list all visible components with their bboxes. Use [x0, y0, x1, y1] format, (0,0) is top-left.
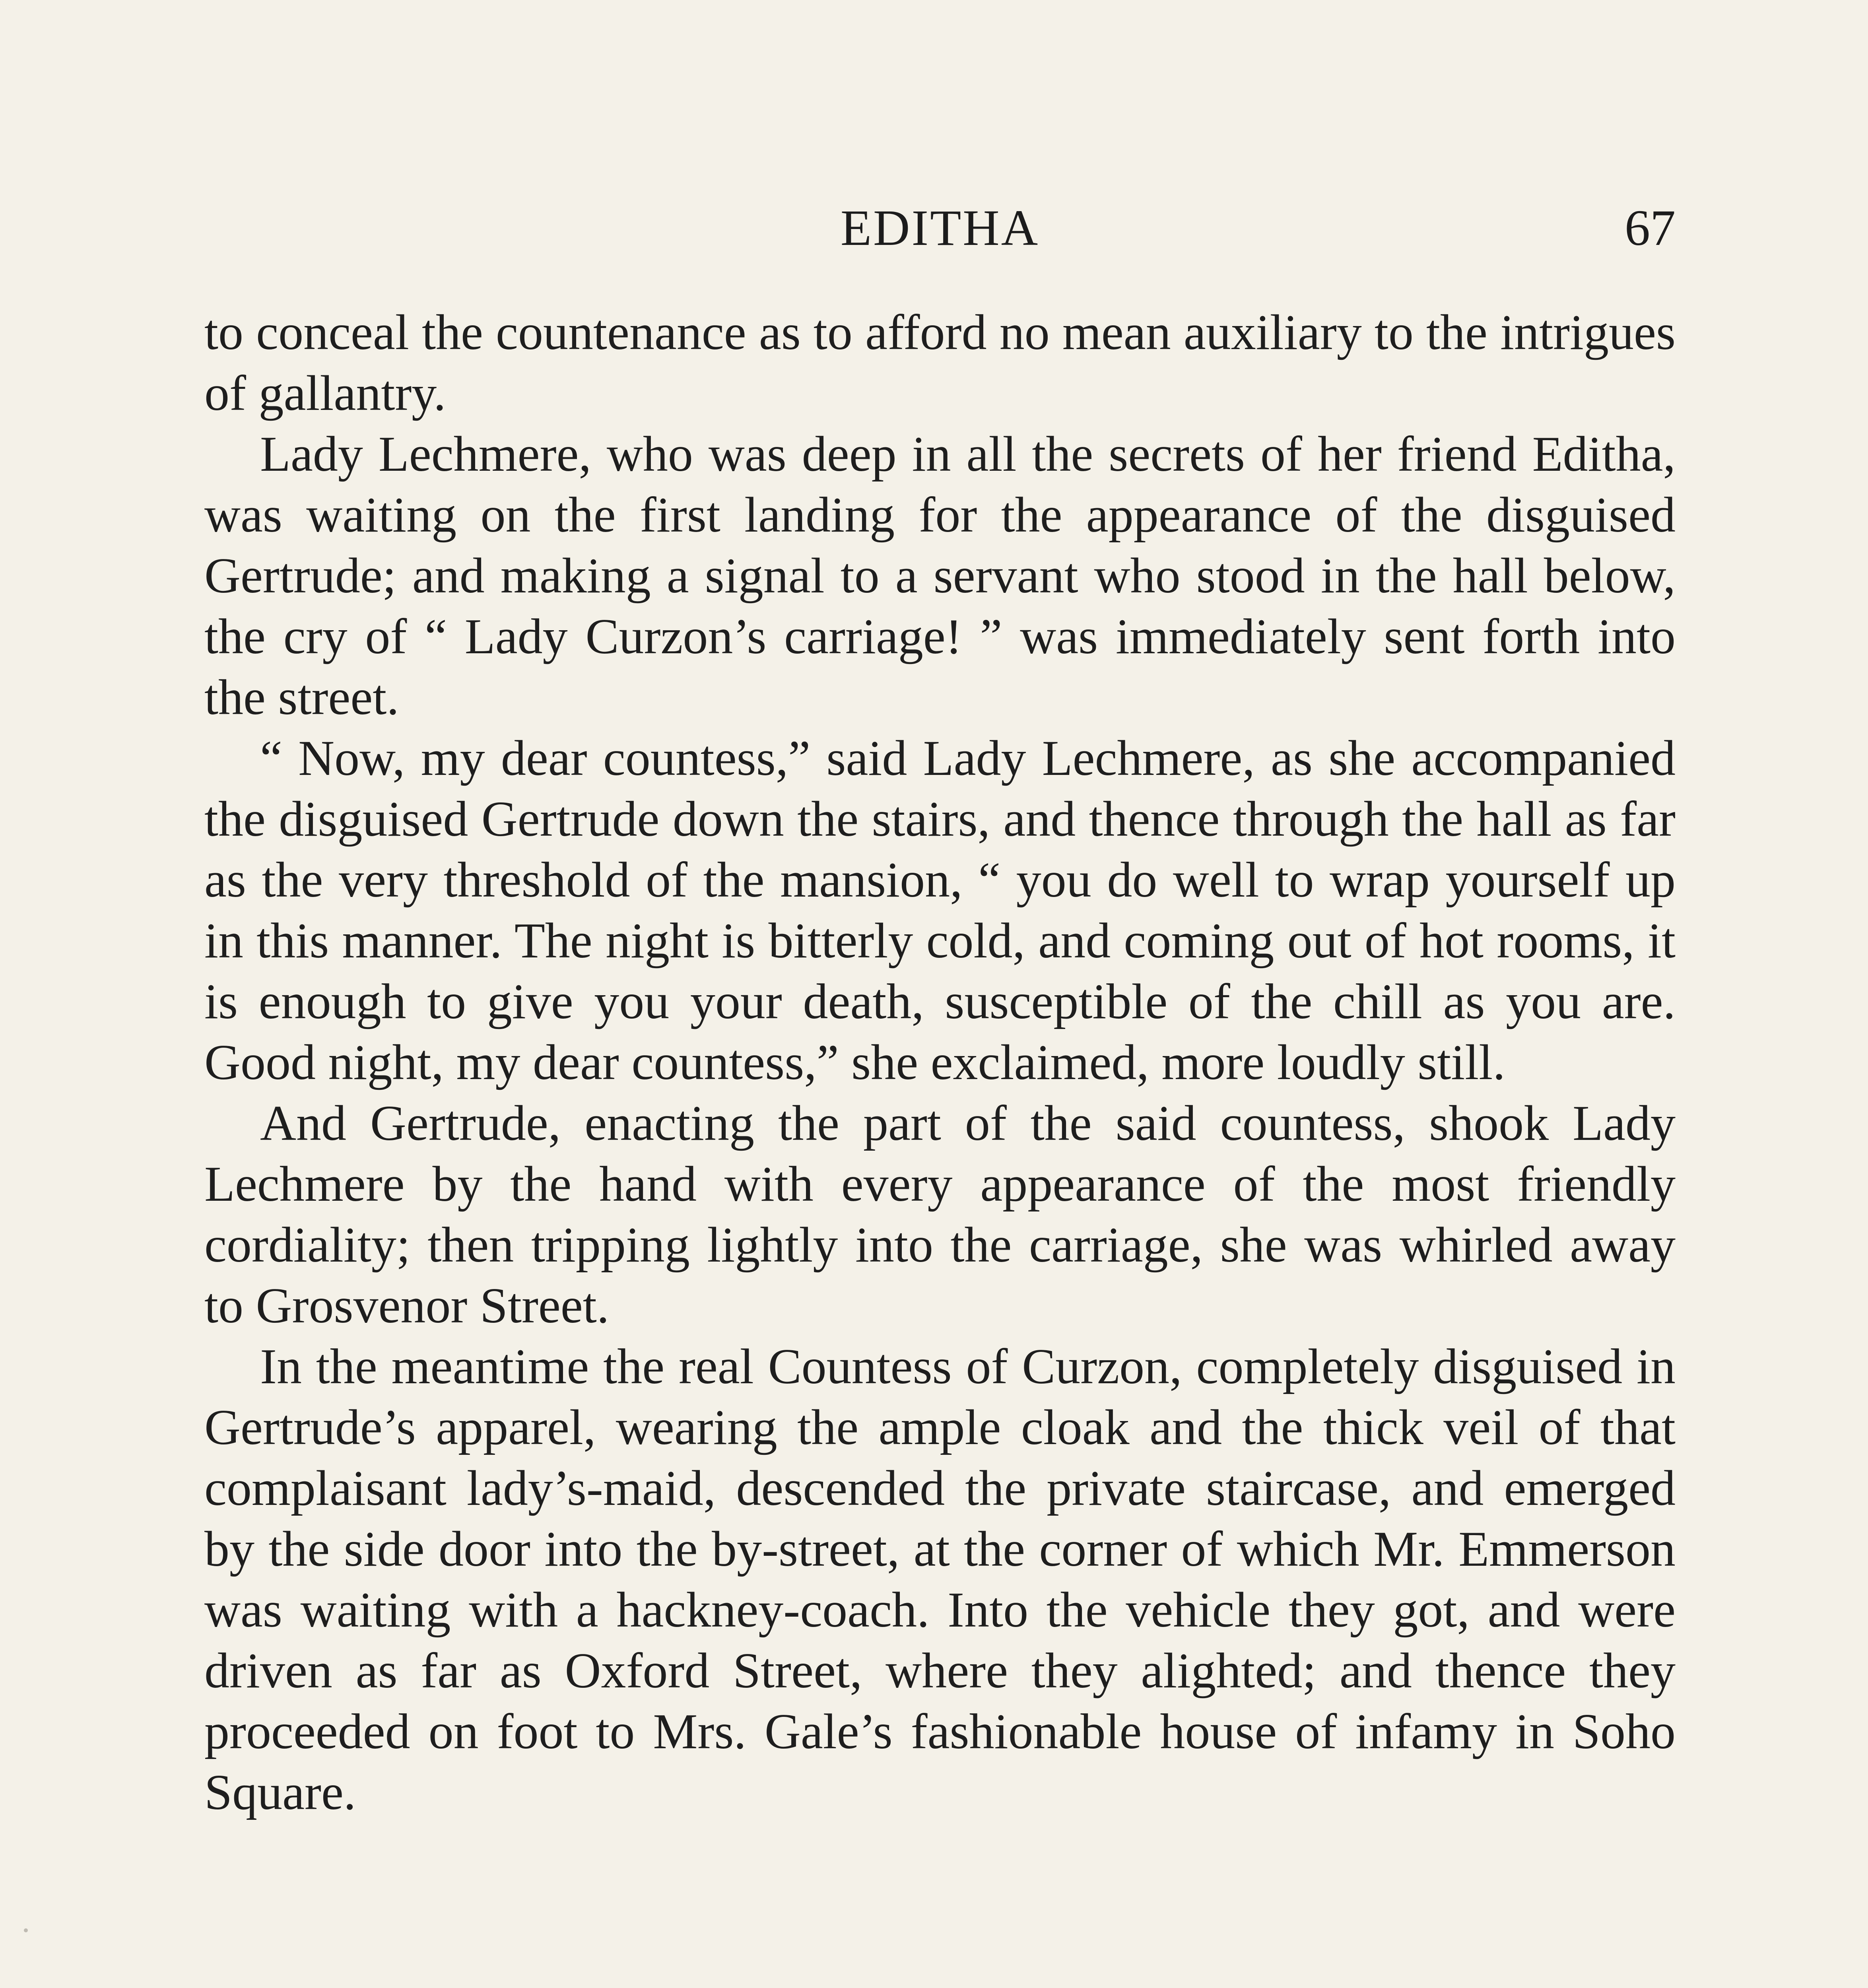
paragraph: And Gertrude, enacting the part of the said countess, shook Lady Lechmere by the hand with every appearance of the most friendly cordiality; then tripping lightly into the carriage, she was whirled away to Grosvenor Street.	[204, 1096, 1676, 1334]
page-number: 67	[1625, 200, 1676, 256]
paper-speck	[24, 1928, 28, 1932]
body-text	[204, 302, 1676, 1823]
running-title: EDITHA	[840, 200, 1040, 256]
paragraph: “ Now, my dear countess,” said Lady Lechmere, as she accompanied the disguised Gertrude down the stairs, and thence through the hall as far as the very threshold of the mansion, “ you do well to wrap yourself up in this manner. The night is bitterly cold, and coming out of hot rooms, it is enough to give you your death, susceptible of the chill as you are. Good night, my dear countess,” she exclaimed, more loudly still.	[204, 731, 1676, 1090]
paragraph-continued: to conceal the countenance as to afford no mean auxiliary to the intrigues of gallantry.	[204, 305, 1676, 421]
paragraph: In the meantime the real Countess of Curzon, completely disguised in Gertrude’s apparel, wearing the ample cloak and the thick veil of that complaisant lady’s-maid, descended the private staircase, and emerged by the side door into the by-street, at the corner of which Mr. Emmerson was waiting with a hackney-coach. Into the vehicle they got, and were driven as far as Oxford Street, where they alighted; and thence they proceeded on foot to Mrs. Gale’s fashionable house of infamy in Soho Square.	[204, 1339, 1676, 1820]
paragraph: Lady Lechmere, who was deep in all the secrets of her friend Editha, was waiting on the first landing for the appearance of the disguised Gertrude; and making a signal to a servant who stood in the hall below, the cry of “ Lady Curzon’s carriage! ” was immediately sent forth into the street.	[204, 427, 1676, 725]
running-head	[204, 199, 1676, 270]
